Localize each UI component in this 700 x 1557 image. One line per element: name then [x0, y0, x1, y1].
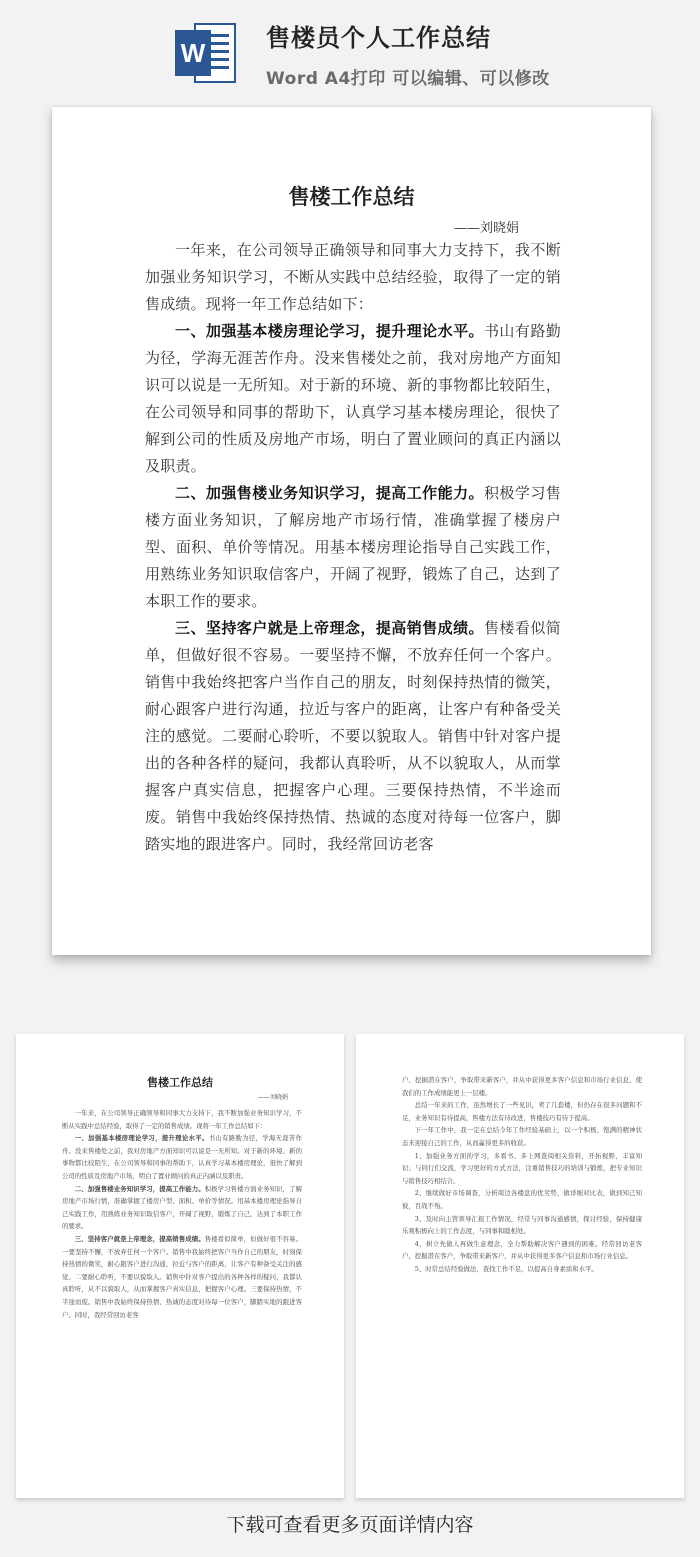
document-title: 售楼工作总结: [288, 184, 415, 209]
thumb-paragraph: [62, 1132, 302, 1182]
thumb-paragraph: 2、继续做好市场调查，分析周边各楼盘的优劣势，做详细对比表，做到知己知彼，百战不殆。: [402, 1189, 642, 1210]
section-3-heading: 三、坚持客户就是上帝理念，提高销售成绩。: [175, 619, 484, 637]
thumb-heading: 一、加强基本楼房理论学习，提升理论水平。: [74, 1134, 209, 1143]
paragraph-intro: 一年来，在公司领导正确领导和同事大力支持下，我不断加强业务知识学习，不断从实践中总结经验，取得了一定的销售成绩。现将一年工作总结如下：: [145, 241, 561, 313]
thumb-text: 售楼看似简单，但做好很不容易。一要坚持不懈，不放弃任何一个客户。销售中我始终把客户当作自己的朋友，时刻保持热情的微笑，耐心跟客户进行沟通，拉近与客户的距离，让客户有种备受关注的感觉。二要耐心聆听，不要以貌取人。销售中针对客户提出的各种各样的疑问，我都认真聆听，从不以貌取人，从而掌握客户真实信息，把握客户心理。三要保持热情，不半途而废。销售中我始终保持热情、热诚的态度对待每一位客户，脚踏实地的跟进客户。同时，我经常回访老客: [62, 1234, 303, 1319]
word-icon-letter: W: [180, 38, 206, 68]
thumb-paragraph: 3、及时向主管领导汇报工作情况，经常与同事沟通感情，探讨经验，保持健康乐观积极向上的工作态度，与同事和睦相处。: [402, 1214, 642, 1236]
thumb-paragraph: 下一年工作中，我一定在总结今年工作经验基础上，以一个积极、饱满的精神状态来迎接自己的工作，从而赢得更多的收获。: [402, 1126, 642, 1147]
section-1-heading: 一、加强基本楼房理论学习，提升理论水平。: [175, 322, 484, 340]
section-3-text: 售楼看似简单，但做好很不容易。一要坚持不懈，不放弃任何一个客户。销售中我始终把客户当作自己的朋友，时刻保持热情的微笑，耐心跟客户进行沟通，拉近与客户的距离，让客户有种备受关注的感觉。二要耐心聆听，不要以貌取人。销售中针对客户提出的各种各样的疑问，我都认真聆听，从不以貌取人，从而掌握客户真实信息，把握客户心理。三要保持热情，不半途而废。销售中我始终保持热情、热诚的态度对待每一位客户，脚踏实地的跟进客户。同时，我经常回访老客: [145, 619, 561, 853]
section-2-text: 积极学习售楼方面业务知识，了解房地产市场行情，准确掌握了楼房户型、面积、单价等情况。用基本楼房理论指导自己实践工作，用熟练业务知识取信客户，开阔了视野，锻炼了自己，达到了本职工作的要求。: [145, 484, 561, 610]
thumbnail-body: [62, 1107, 302, 1321]
header-subtitle: Word A4打印 可以编辑、可以修改: [266, 69, 550, 89]
header: [0, 0, 700, 106]
thumb-paragraph: 户、挖掘潜在客户，争取带来新客户，并从中获得更多客户信息和市场行业信息，使我们的工作成绩能更上一层楼。: [402, 1076, 642, 1097]
thumb-heading: 三、坚持客户就是上帝理念，提高销售成绩。: [74, 1234, 205, 1243]
thumb-paragraph: 4、树立先做人再做生意理念，全力帮助解决客户遇到的困难。经常回访老客户，挖掘潜在客户，争取带来新客户，并从中获得更多客户信息和市场行业信息。: [402, 1239, 642, 1261]
thumb-paragraph: 1、加强业务方面的学习，多看书、多上网查阅相关资料，开拓视野，丰富知识；与同行们交流，学习更好的方式方法，注重销售技巧的培训与锻炼，把专业知识与销售技巧相结合。: [402, 1151, 642, 1185]
thumb-text: 书山有路勤为径，学海无涯苦作舟。没来售楼处之前，我对房地产方面知识可以说是一无所知。对于新的环境、新的事物都比较陌生，在公司领导和同事的帮助下，认真学习基本楼房理论，很快了解到公司的性质及房地产市场，明白了置业顾问的真正内涵以及职责。: [62, 1134, 303, 1180]
section-1-text: 书山有路勤为径，学海无涯苦作舟。没来售楼处之前，我对房地产方面知识可以说是一无所知。对于新的环境、新的事物都比较陌生，在公司领导和同事的帮助下，认真学习基本楼房理论，很快了解到公司的性质及房地产市场，明白了置业顾问的真正内涵以及职责。: [145, 322, 561, 475]
thumb-text: 积极学习售楼方面业务知识，了解房地产市场行情，准确掌握了楼房户型、面积、单价等情况。用基本楼房理论指导自己实践工作，用熟练业务知识取信客户，开阔了视野，锻炼了自己，达到了本职工作的要求。: [62, 1184, 303, 1231]
thumb-paragraph: 5、时常总结经验做法，查找工作不足，以提高自身素质和水平。: [414, 1264, 598, 1273]
thumbnail-title: 售楼工作总结: [147, 1076, 213, 1089]
page-thumbnail-2[interactable]: [356, 1034, 684, 1498]
paragraph-section-1: [145, 318, 561, 480]
header-title: 售楼员个人工作总结: [266, 24, 491, 52]
document-body: [145, 237, 561, 858]
download-more-link[interactable]: 下载可查看更多页面详情内容: [226, 1514, 474, 1536]
page-thumbnail-1[interactable]: [16, 1034, 344, 1498]
thumbnail-body: [402, 1074, 642, 1276]
word-document-icon: [173, 20, 239, 86]
section-2-heading: 二、加强售楼业务知识学习，提高工作能力。: [175, 484, 484, 502]
document-page-preview: [52, 107, 651, 955]
paragraph-section-3: [145, 615, 561, 858]
thumbnail-author: ——刘晓娟: [257, 1094, 288, 1101]
thumb-paragraph: 总结一年来的工作，虽然增长了一些见识，卖了几套楼，但仍存在很多问题和不足，业务知识有待提高，售楼方法有待改进，售楼技巧有待于提高。: [402, 1101, 642, 1122]
thumb-heading: 二、加强售楼业务知识学习，提高工作能力。: [74, 1184, 205, 1193]
thumb-paragraph: 一年来，在公司领导正确领导和同事大力支持下，我不断加强业务知识学习，不断从实践中总结经验，取得了一定的销售成绩。现将一年工作总结如下：: [62, 1109, 302, 1130]
paragraph-section-2: [145, 480, 561, 615]
document-author: ——刘晓娟: [453, 221, 519, 236]
thumb-paragraph: [62, 1233, 302, 1321]
thumb-paragraph: [62, 1183, 302, 1233]
